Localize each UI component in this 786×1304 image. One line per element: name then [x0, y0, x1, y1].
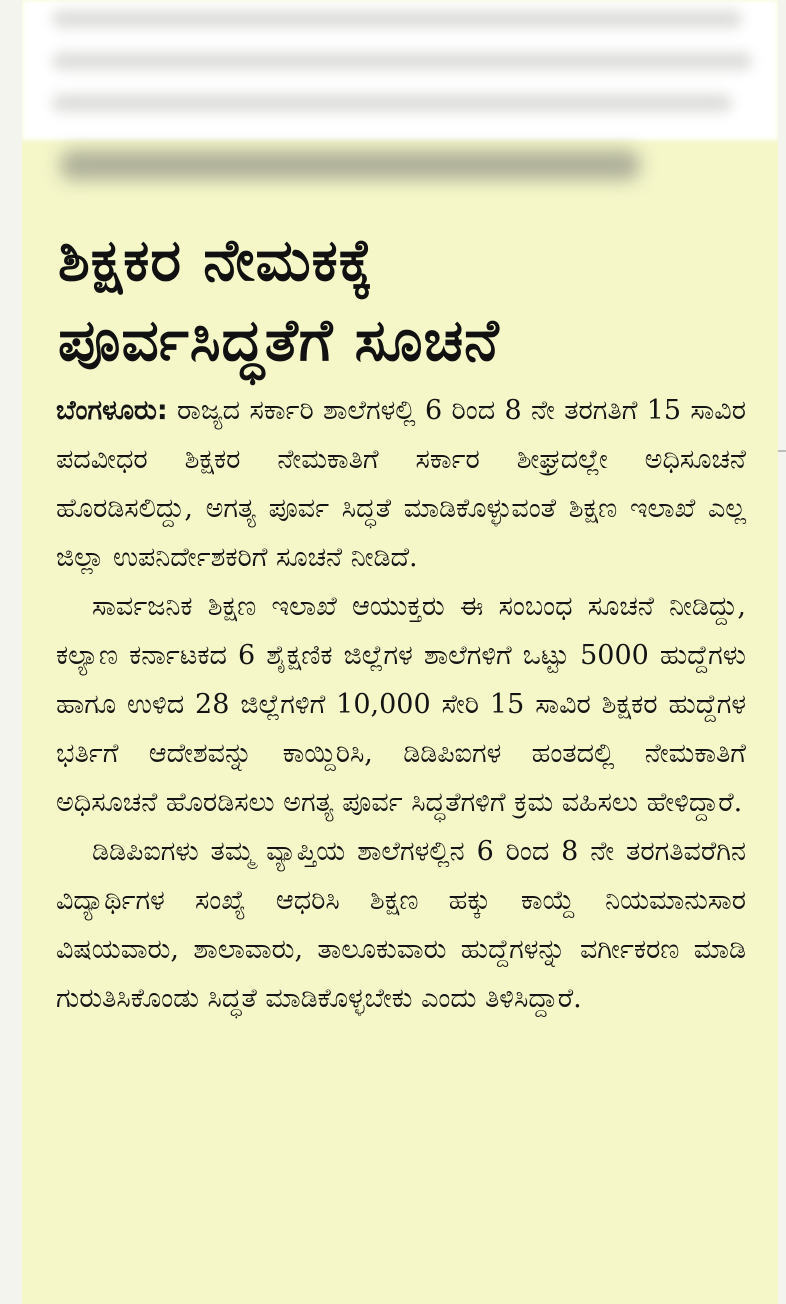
- article-paragraph-1: [56, 386, 746, 582]
- blurred-text-line: [52, 52, 752, 70]
- blurred-text-line: [52, 94, 732, 112]
- article-body: [56, 386, 746, 1023]
- article-paragraph-2: ಸಾರ್ವಜನಿಕ ಶಿಕ್ಷಣ ಇಲಾಖೆ ಆಯುಕ್ತರು ಈ ಸಂಬಂಧ ಸೂಚನೆ ನೀಡಿದ್ದು, ಕಲ್ಯಾಣ ಕರ್ನಾಟಕದ 6 ಶೈಕ್ಷಣಿಕ ಜಿಲ್ಲೆಗಳ ಶಾಲೆಗಳಿಗೆ ಒಟ್ಟು 5000 ಹುದ್ದೆಗಳು ಹಾಗೂ ಉಳಿದ 28 ಜಿಲ್ಲೆಗಳಿಗೆ 10,000 ಸೇರಿ 15 ಸಾವಿರ ಶಿಕ್ಷಕರ ಹುದ್ದೆಗಳ ಭರ್ತಿಗೆ ಆದೇಶವನ್ನು ಕಾಯ್ದಿರಿಸಿ, ಡಿಡಿಪಿಐಗಳ ಹಂತದಲ್ಲಿ ನೇಮಕಾತಿಗೆ ಅಧಿಸೂಚನೆ ಹೊರಡಿಸಲು ಅಗತ್ಯ ಪೂರ್ವ ಸಿದ್ಧತೆಗಳಿಗೆ ಕ್ರಮ ವಹಿಸಲು ಹೇಳಿದ್ದಾರೆ.: [56, 591, 746, 818]
- blurred-header-region: [22, 0, 778, 140]
- headline-line-2: ಪೂರ್ವಸಿದ್ಧತೆಗೆ ಸೂಚನೆ: [58, 306, 500, 374]
- blurred-caption-strip: [60, 150, 640, 180]
- article-headline: [58, 220, 758, 380]
- page-edge-mark: [778, 450, 786, 452]
- paragraph-1-text: ರಾಜ್ಯದ ಸರ್ಕಾರಿ ಶಾಲೆಗಳಲ್ಲಿ 6 ರಿಂದ 8 ನೇ ತರಗತಿಗೆ 15 ಸಾವಿರ ಪದವೀಧರ ಶಿಕ್ಷಕರ ನೇಮಕಾತಿಗೆ ಸರ್ಕಾರ ಶೀಘ್ರದಲ್ಲೇ ಅಧಿಸೂಚನೆ ಹೊರಡಿಸಲಿದ್ದು, ಅಗತ್ಯ ಪೂರ್ವ ಸಿದ್ಧತೆ ಮಾಡಿಕೊಳ್ಳುವಂತೆ ಶಿಕ್ಷಣ ಇಲಾಖೆ ಎಲ್ಲ ಜಿಲ್ಲಾ ಉಪನಿರ್ದೇಶಕರಿಗೆ ಸೂಚನೆ ನೀಡಿದೆ.: [56, 395, 746, 573]
- cut-off-next-heading: [132, 1290, 732, 1304]
- dateline: ಬೆಂಗಳೂರು:: [56, 395, 168, 426]
- blurred-text-line: [52, 10, 742, 28]
- headline-line-1: ಶಿಕ್ಷಕರ ನೇಮಕಕ್ಕೆ: [58, 226, 374, 294]
- article-paragraph-3: ಡಿಡಿಪಿಐಗಳು ತಮ್ಮ ವ್ಯಾಪ್ತಿಯ ಶಾಲೆಗಳಲ್ಲಿನ 6 ರಿಂದ 8 ನೇ ತರಗತಿವರೆಗಿನ ವಿದ್ಯಾರ್ಥಿಗಳ ಸಂಖ್ಯೆ ಆಧರಿಸಿ ಶಿಕ್ಷಣ ಹಕ್ಕು ಕಾಯ್ದೆ ನಿಯಮಾನುಸಾರ ವಿಷಯವಾರು, ಶಾಲಾವಾರು, ತಾಲೂಕುವಾರು ಹುದ್ದೆಗಳನ್ನು ವರ್ಗೀಕರಣ ಮಾಡಿ ಗುರುತಿಸಿಕೊಂಡು ಸಿದ್ಧತೆ ಮಾಡಿಕೊಳ್ಳಬೇಕು ಎಂದು ತಿಳಿಸಿದ್ದಾರೆ.: [56, 836, 746, 1014]
- newspaper-clipping: [22, 0, 778, 1304]
